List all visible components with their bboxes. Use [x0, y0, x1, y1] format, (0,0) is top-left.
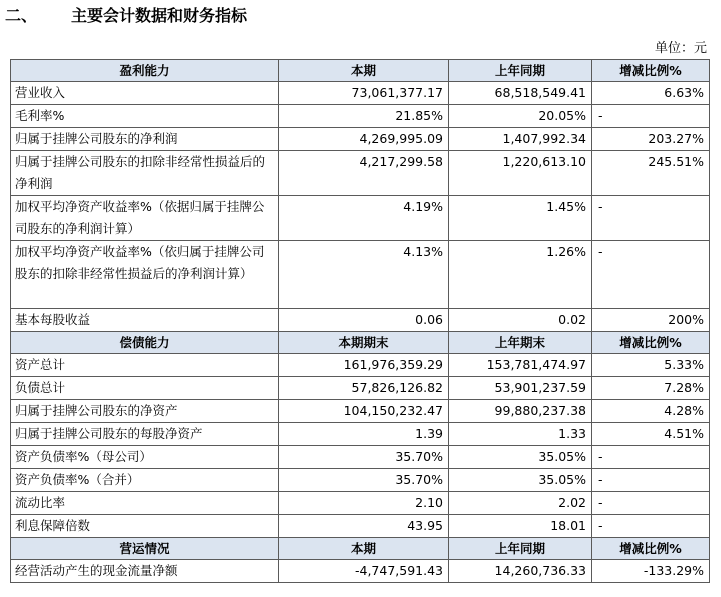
header-cell: 本期: [279, 538, 449, 560]
item-label: 经营活动产生的现金流量净额: [11, 560, 279, 583]
prior-value: 14,260,736.33: [449, 560, 592, 583]
prior-value: 1.26%: [449, 241, 592, 309]
header-cell: 盈利能力: [11, 60, 279, 82]
change-value: -: [592, 105, 710, 128]
current-value: 43.95: [279, 515, 449, 538]
item-label: 资产负债率%（母公司）: [11, 446, 279, 469]
header-cell: 本期: [279, 60, 449, 82]
change-value: 5.33%: [592, 354, 710, 377]
change-value: 200%: [592, 309, 710, 332]
header-cell: 上年同期: [449, 538, 592, 560]
item-label: 加权平均净资产收益率%（依归属于挂牌公司股东的扣除非经常性损益后的净利润计算）: [11, 241, 279, 309]
change-value: -133.29%: [592, 560, 710, 583]
header-cell: 偿债能力: [11, 332, 279, 354]
item-label: 归属于挂牌公司股东的净资产: [11, 400, 279, 423]
current-value: 1.39: [279, 423, 449, 446]
change-value: 6.63%: [592, 82, 710, 105]
table-header-row: [11, 538, 710, 560]
change-value: -: [592, 515, 710, 538]
unit-label: 单位：元: [654, 41, 707, 56]
table-header-row: [11, 60, 710, 82]
prior-value: 35.05%: [449, 469, 592, 492]
table-row: [11, 309, 710, 332]
change-value: -: [592, 196, 710, 241]
item-label: 归属于挂牌公司股东的净利润: [11, 128, 279, 151]
prior-value: 53,901,237.59: [449, 377, 592, 400]
financial-indicators-table: [10, 59, 710, 583]
current-value: 21.85%: [279, 105, 449, 128]
prior-value: 0.02: [449, 309, 592, 332]
current-value: 104,150,232.47: [279, 400, 449, 423]
item-label: 归属于挂牌公司股东的每股净资产: [11, 423, 279, 446]
prior-value: 1,407,992.34: [449, 128, 592, 151]
current-value: 57,826,126.82: [279, 377, 449, 400]
header-cell: 上年期末: [449, 332, 592, 354]
section-number: 二、: [5, 6, 38, 25]
section-title: 主要会计数据和财务指标: [71, 6, 248, 25]
change-value: 4.51%: [592, 423, 710, 446]
table-row: [11, 151, 710, 196]
header-cell: 增减比例%: [592, 332, 710, 354]
change-value: 4.28%: [592, 400, 710, 423]
current-value: 73,061,377.17: [279, 82, 449, 105]
table-row: [11, 196, 710, 241]
header-cell: 营运情况: [11, 538, 279, 560]
table-row: [11, 515, 710, 538]
current-value: 35.70%: [279, 446, 449, 469]
item-label: 营业收入: [11, 82, 279, 105]
table-row: [11, 105, 710, 128]
header-cell: 本期期末: [279, 332, 449, 354]
table-row: [11, 400, 710, 423]
change-value: -: [592, 469, 710, 492]
change-value: 203.27%: [592, 128, 710, 151]
prior-value: 1,220,613.10: [449, 151, 592, 196]
table-row: [11, 128, 710, 151]
current-value: 4.19%: [279, 196, 449, 241]
table-row: [11, 492, 710, 515]
change-value: -: [592, 241, 710, 309]
current-value: 2.10: [279, 492, 449, 515]
prior-value: 1.33: [449, 423, 592, 446]
table-row: [11, 446, 710, 469]
item-label: 流动比率: [11, 492, 279, 515]
header-cell: 增减比例%: [592, 60, 710, 82]
item-label: 负债总计: [11, 377, 279, 400]
change-value: 245.51%: [592, 151, 710, 196]
table-row: [11, 560, 710, 583]
prior-value: 99,880,237.38: [449, 400, 592, 423]
change-value: -: [592, 492, 710, 515]
prior-value: 35.05%: [449, 446, 592, 469]
change-value: 7.28%: [592, 377, 710, 400]
change-value: -: [592, 446, 710, 469]
item-label: 资产负债率%（合并）: [11, 469, 279, 492]
current-value: -4,747,591.43: [279, 560, 449, 583]
prior-value: 1.45%: [449, 196, 592, 241]
current-value: 4.13%: [279, 241, 449, 309]
prior-value: 68,518,549.41: [449, 82, 592, 105]
table-header-row: [11, 332, 710, 354]
header-cell: 增减比例%: [592, 538, 710, 560]
section-heading: [5, 4, 247, 28]
prior-value: 153,781,474.97: [449, 354, 592, 377]
table-row: [11, 423, 710, 446]
table-row: [11, 377, 710, 400]
table-row: [11, 469, 710, 492]
item-label: 利息保障倍数: [11, 515, 279, 538]
current-value: 4,217,299.58: [279, 151, 449, 196]
item-label: 基本每股收益: [11, 309, 279, 332]
prior-value: 2.02: [449, 492, 592, 515]
header-cell: 上年同期: [449, 60, 592, 82]
item-label: 毛利率%: [11, 105, 279, 128]
current-value: 161,976,359.29: [279, 354, 449, 377]
prior-value: 20.05%: [449, 105, 592, 128]
item-label: 加权平均净资产收益率%（依据归属于挂牌公司股东的净利润计算）: [11, 196, 279, 241]
current-value: 35.70%: [279, 469, 449, 492]
current-value: 0.06: [279, 309, 449, 332]
prior-value: 18.01: [449, 515, 592, 538]
table-row: [11, 82, 710, 105]
current-value: 4,269,995.09: [279, 128, 449, 151]
item-label: 归属于挂牌公司股东的扣除非经常性损益后的净利润: [11, 151, 279, 196]
item-label: 资产总计: [11, 354, 279, 377]
table-row: [11, 354, 710, 377]
table-row: [11, 241, 710, 309]
